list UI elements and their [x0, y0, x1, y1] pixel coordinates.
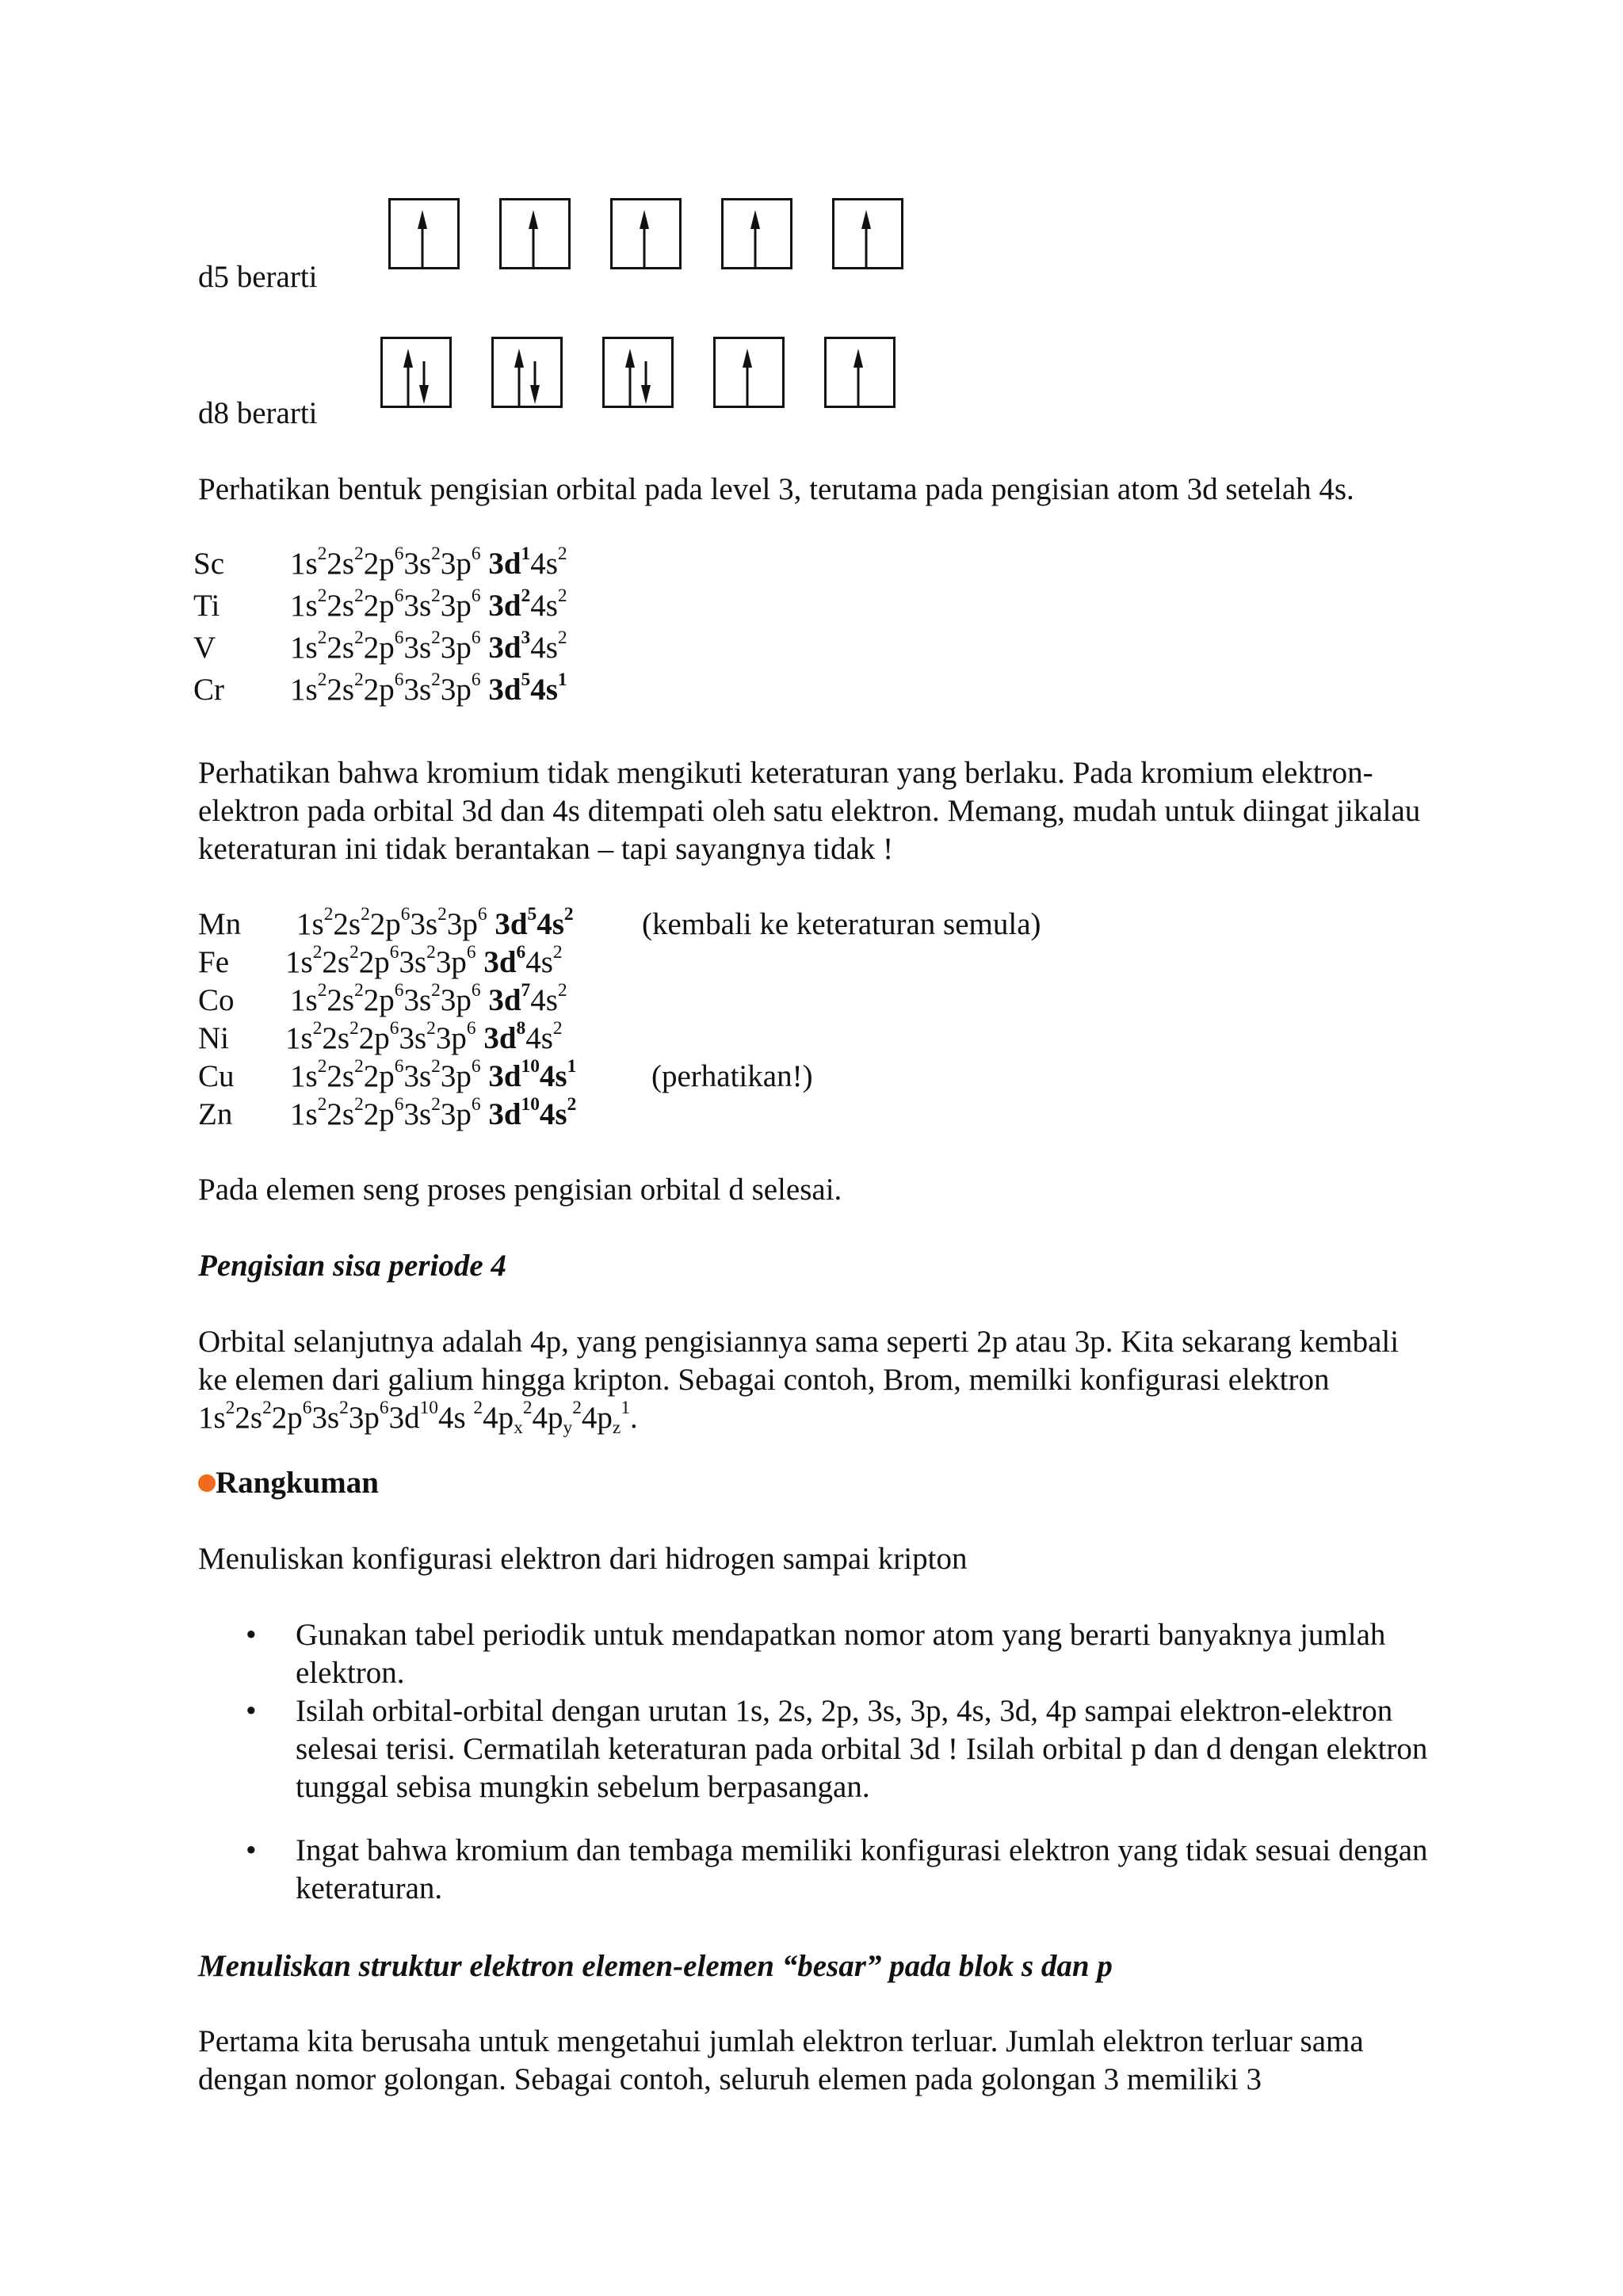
element-symbol: Ni — [198, 1021, 229, 1055]
spin-up-arrow-icon — [502, 200, 568, 267]
spin-up-arrow-icon — [613, 200, 679, 267]
bromine-config: $1s^22s^22p^63s^23p^63d^{10}4s$ $^24p_x^24p_y^24p_z^1$ — [198, 1398, 631, 1439]
spin-up-arrow-icon — [716, 339, 782, 406]
electron-configuration: $1s^22s^22p^63s^23p^6$ $3d^84s^2$ — [285, 1018, 563, 1055]
spin-up-arrow-icon — [724, 200, 790, 267]
orange-bullet-icon — [198, 1474, 216, 1492]
config-note: (kembali ke keteraturan semula) — [642, 907, 1041, 941]
list-item: • Ingat bahwa kromium dan tembaga memiliki konfigurasi elektron yang tidak sesuai dengan keteraturan. — [246, 1833, 1428, 1905]
orbital-box — [832, 198, 903, 269]
element-symbol: Cu — [198, 1059, 235, 1093]
orbital-box — [713, 337, 785, 408]
element-symbol: Fe — [198, 945, 229, 979]
spin-up-arrow-icon — [391, 200, 457, 267]
paired-spin-arrows-icon — [383, 339, 449, 406]
element-symbol: Co — [198, 983, 235, 1017]
electron-configuration: $1s^22s^22p^63s^23p^6$ $3d^{10}4s^2$ — [290, 1094, 577, 1131]
electron-configuration: $1s^22s^22p^63s^23p^6$ $3d^54s^2$ — [296, 904, 574, 941]
period4-paragraph: Orbital selanjutnya adalah 4p, yang pengisiannya sama seperti 2p atau 3p. Kita sekarang kembali ke elemen dari galium hingga kripton. Sebagai contoh, Brom, memilki konfigurasi elektron $1s^22s^22p^63s^23p^63d^{10}4s$ $^24p_x^24p_y^24p_z^1$. — [198, 1325, 1400, 1439]
zinc-text: Pada elemen seng proses pengisian orbital d selesai. — [198, 1173, 842, 1207]
orbital-box — [602, 337, 674, 408]
element-symbol: Ti — [193, 589, 220, 623]
period4-text: Orbital selanjutnya adalah 4p, yang pengisiannya sama seperti 2p atau 3p. Kita sekarang kembali ke elemen dari galium hingga kripton. Sebagai contoh, Brom, memilki konfigurasi elektron — [198, 1325, 1400, 1397]
electron-configuration: $1s^22s^22p^63s^23p^6$ $3d^74s^2$ — [290, 980, 567, 1017]
config-note: (perhatikan!) — [651, 1059, 813, 1093]
element-symbol: Sc — [193, 547, 224, 581]
electron-configuration: $1s^22s^22p^63s^23p^6$ $3d^54s^1$ — [290, 669, 567, 707]
paired-spin-arrows-icon — [494, 339, 560, 406]
orbital-box — [721, 198, 792, 269]
summary-bullet-list — [198, 1616, 1434, 1908]
orbital-box — [388, 198, 460, 269]
orbital-box — [610, 198, 682, 269]
electron-configuration: $1s^22s^22p^63s^23p^6$ $3d^14s^2$ — [290, 543, 567, 581]
element-symbol: Cr — [193, 673, 224, 707]
spin-up-arrow-icon — [834, 200, 901, 267]
final-paragraph: Pertama kita berusaha untuk mengetahui jumlah elektron terluar. Jumlah elektron terluar sama dengan nomor golongan. Sebagai contoh, seluruh elemen pada golongan 3 memiliki 3 — [198, 2024, 1364, 2096]
chromium-paragraph: Perhatikan bahwa kromium tidak mengikuti keteraturan yang berlaku. Pada kromium elektron-elektron pada orbital 3d dan 4s ditempati oleh satu elektron. Memang, mudah untuk diingat jikalau keteraturan ini tidak berantakan – tapi sayangnya tidak ! — [198, 756, 1421, 866]
electron-configuration: $1s^22s^22p^63s^23p^6$ $3d^{10}4s^1$ — [290, 1056, 577, 1093]
d8-label: d8 berarti — [198, 396, 318, 430]
spin-up-arrow-icon — [827, 339, 893, 406]
element-symbol: Zn — [198, 1097, 233, 1131]
intro-text: Perhatikan bentuk pengisian orbital pada level 3, terutama pada pengisian atom 3d setelah 4s. — [198, 472, 1354, 506]
heading-large-elements: Menuliskan struktur elektron elemen-elemen “besar” pada blok s dan p — [198, 1949, 1113, 1983]
heading-period-4: Pengisian sisa periode 4 — [198, 1249, 506, 1283]
electron-configuration: $1s^22s^22p^63s^23p^6$ $3d^34s^2$ — [290, 627, 567, 665]
paired-spin-arrows-icon — [605, 339, 671, 406]
list-item: • Gunakan tabel periodik untuk mendapatkan nomor atom yang berarti banyaknya jumlah elektron. — [246, 1618, 1386, 1690]
electron-configuration: $1s^22s^22p^63s^23p^6$ $3d^24s^2$ — [290, 585, 567, 623]
orbital-box — [491, 337, 563, 408]
electron-configuration: $1s^22s^22p^63s^23p^6$ $3d^64s^2$ — [285, 942, 563, 979]
orbital-box — [824, 337, 896, 408]
summary-heading: Rangkuman — [198, 1464, 379, 1502]
list-item: • Isilah orbital-orbital dengan urutan 1s, 2s, 2p, 3s, 3p, 4s, 3d, 4p sampai elektron-elektron selesai terisi. Cermatilah keteraturan pada orbital 3d ! Isilah orbital p dan d dengan elektron tunggal sebisa mungkin sebelum berpasangan. — [246, 1694, 1428, 1804]
element-symbol: V — [193, 631, 216, 665]
orbital-box — [380, 337, 452, 408]
element-symbol: Mn — [198, 907, 242, 941]
d5-label: d5 berarti — [198, 260, 318, 294]
orbital-box — [499, 198, 571, 269]
summary-intro: Menuliskan konfigurasi elektron dari hidrogen sampai kripton — [198, 1542, 968, 1576]
